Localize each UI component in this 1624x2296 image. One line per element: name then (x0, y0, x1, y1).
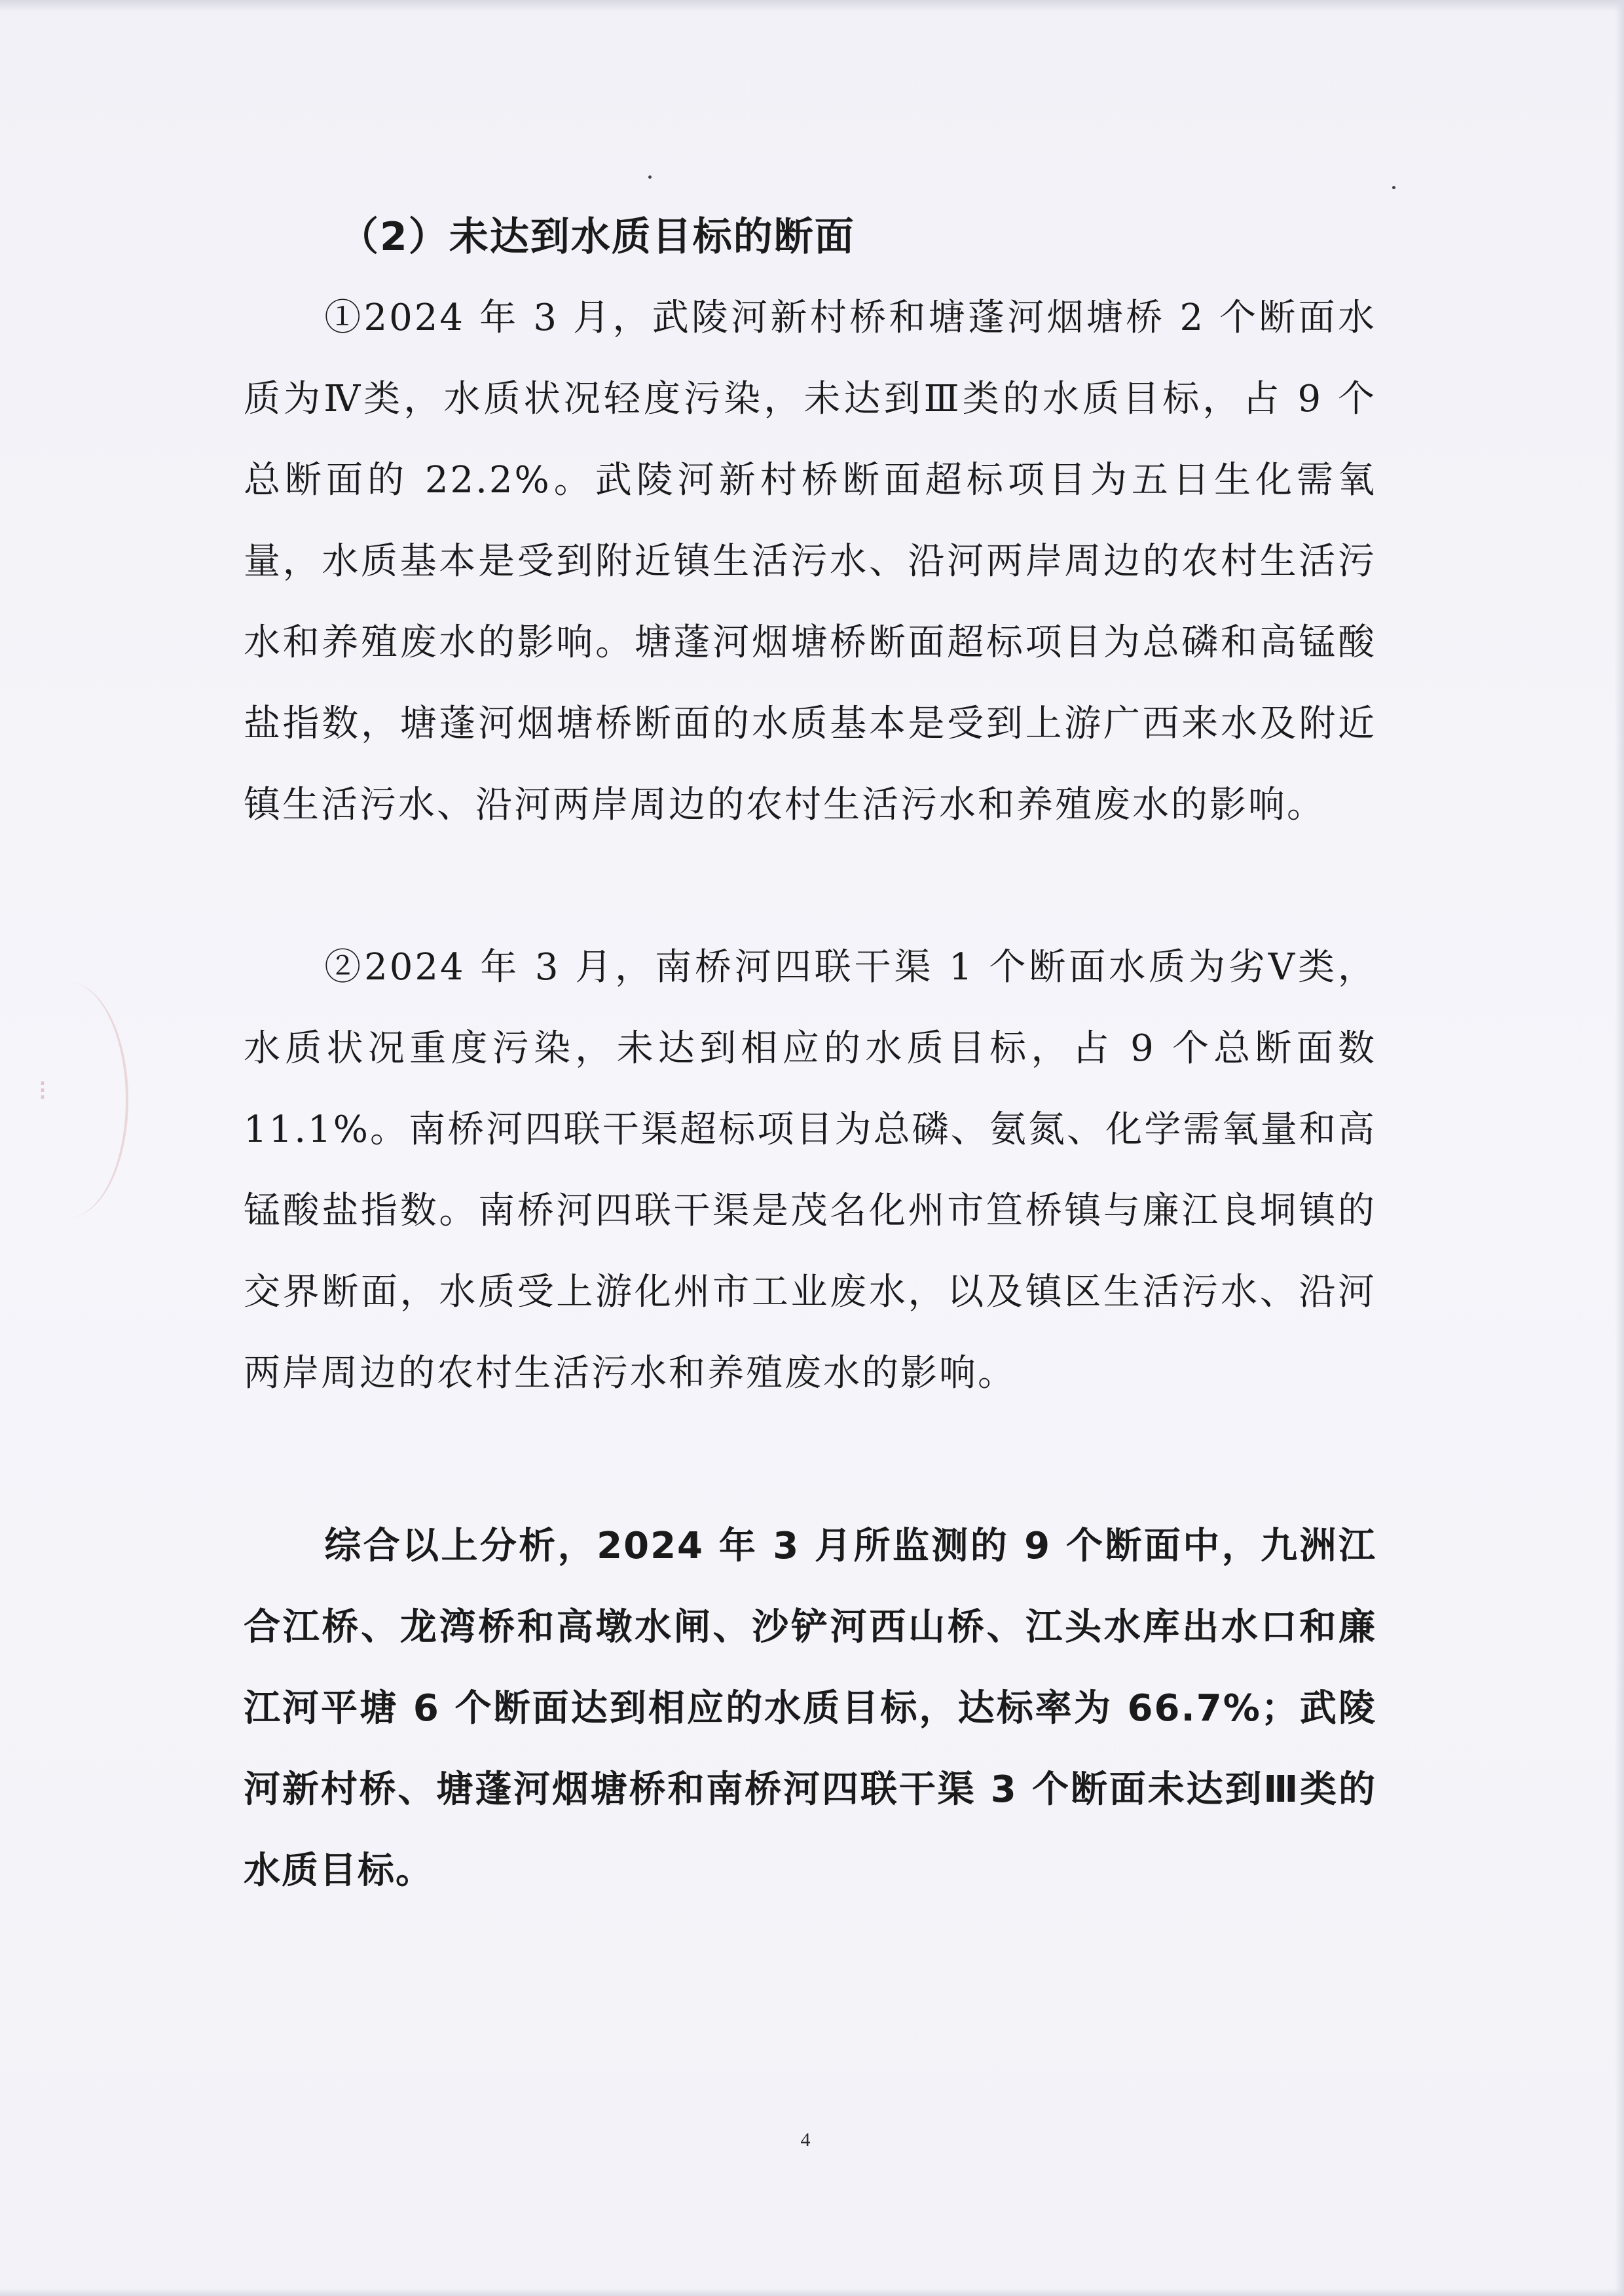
scan-speck (1392, 186, 1395, 189)
paragraph-2: ②2024 年 3 月，南桥河四联干渠 1 个断面水质为劣Ⅴ类，水质状况重度污染，未达到相应的水质目标，占 9 个总断面数 11.1%。南桥河四联干渠超标项目为总磷、氨氮、化学需氧量和高锰酸盐指数。南桥河四联干渠是茂名化州市笪桥镇与廉江良垌镇的交界断面，水质受上游化州市工业废水，以及镇区生活污水、沿河两岸周边的农村生活污水和养殖废水的影响。 (244, 946, 1376, 1394)
scan-edge-bottom (0, 2288, 1624, 2296)
summary-paragraph: 综合以上分析，2024 年 3 月所监测的 9 个断面中，九洲江合江桥、龙湾桥和高墩水闸、沙铲河西山桥、江头水库出水口和廉江河平塘 6 个断面达到相应的水质目标，达标率为 66.7%；武陵河新村桥、塘蓬河烟塘桥和南桥河四联干渠 3 个断面未达到Ⅲ类的水质目标。 (244, 1525, 1376, 1892)
section-heading: （2）未达到水质目标的断面 (339, 214, 855, 260)
page-number: 4 (800, 2129, 811, 2151)
seal-fragment (8, 982, 128, 1218)
paragraph-1: ①2024 年 3 月，武陵河新村桥和塘蓬河烟塘桥 2 个断面水质为Ⅳ类，水质状况轻度污染，未达到Ⅲ类的水质目标，占 9 个总断面的 22.2%。武陵河新村桥断面超标项目为五日生化需氧量，水质基本是受到附近镇生活污水、沿河两岸周边的农村生活污水和养殖废水的影响。塘蓬河烟塘桥断面超标项目为总磷和高锰酸盐指数，塘蓬河烟塘桥断面的水质基本是受到上游广西来水及附近镇生活污水、沿河两岸周边的农村生活污水和养殖废水的影响。 (244, 297, 1376, 826)
scan-speck (648, 175, 652, 179)
seal-fragment-glyph: ⁝ (38, 1074, 47, 1107)
scan-edge-right (1615, 0, 1624, 2296)
scan-edge-top (0, 0, 1624, 12)
